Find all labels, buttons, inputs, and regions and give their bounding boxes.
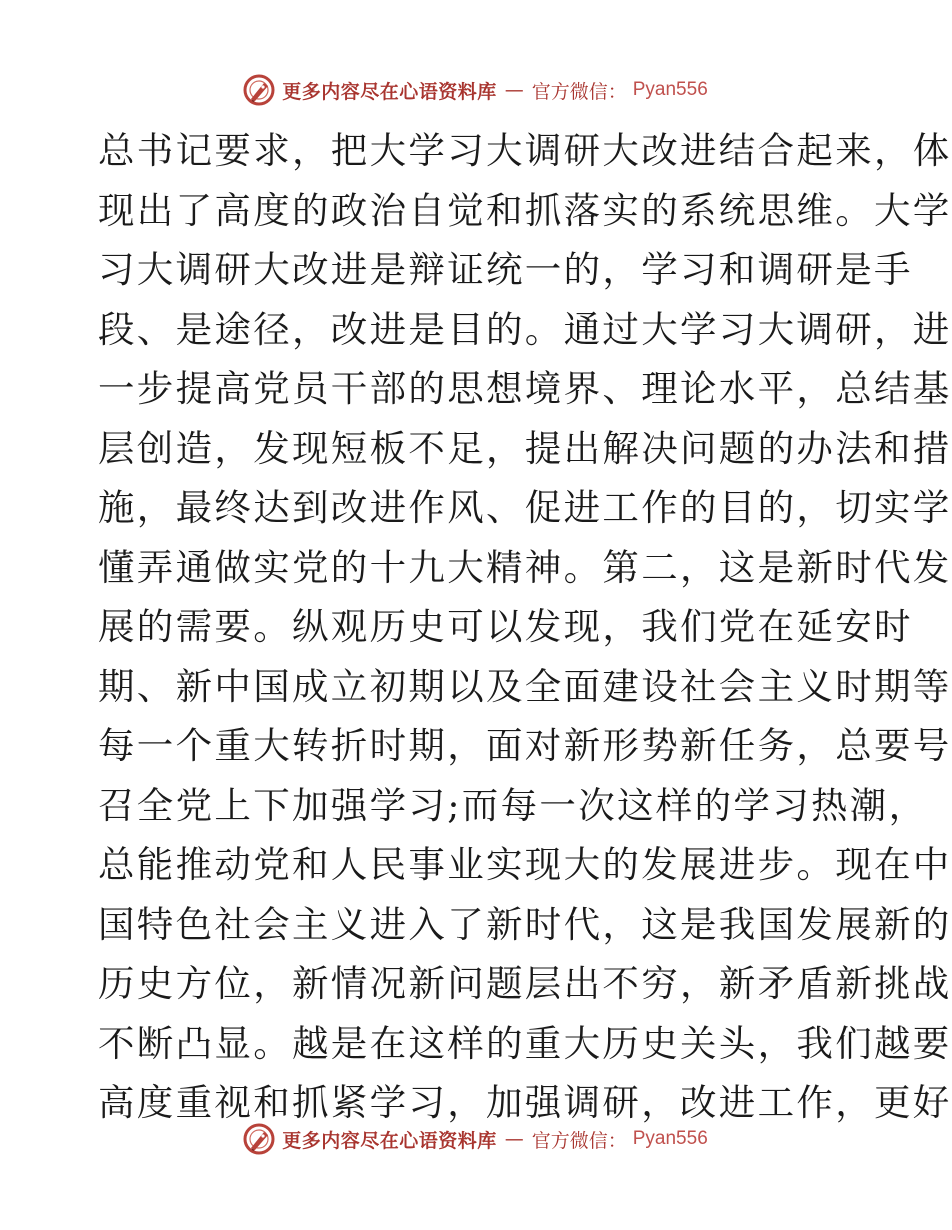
text-line: 每一个重大转折时期，面对新形势新任务，总要号 [98,724,952,767]
text-line: 懂弄通做实党的十九大精神。第二，这是新时代发 [98,545,952,589]
text-line: 层创造，发现短板不足，提出解决问题的办法和措 [98,426,952,470]
text-line: 现出了高度的政治自觉和抓落实的系统思维。大学 [98,188,952,232]
text-line: 段、是途径，改进是目的。通过大学习大调研，进 [98,307,952,351]
footer-brand [242,1122,708,1156]
text-line: 不断凸显。越是在这样的重大历史关头，我们越要 [98,1021,952,1065]
text-line: 展的需要。纵观历史可以发现，我们党在延安时 [98,605,913,648]
text-line: 总书记要求，把大学习大调研大改进结合起来，体 [98,129,952,172]
footer-dash: — [504,1128,524,1150]
text-line: 高度重视和抓紧学习，加强调研，改进工作，更好 [98,1081,952,1124]
footer-contact-label: 官方微信： [531,1129,627,1152]
header-brand [242,73,708,107]
document-body [98,121,952,1133]
header-dash: — [504,79,524,101]
footer-contact-id: Pyan556 [632,1128,708,1149]
page-header [0,70,950,110]
text-line: 国特色社会主义进入了新时代，这是我国发展新的 [98,902,952,946]
header-brand-text: 更多内容尽在心语资料库 [282,80,497,103]
text-line: 历史方位，新情况新问题层出不穷，新矛盾新挑战 [98,962,952,1005]
header-contact-label: 官方微信： [531,80,627,103]
footer-brand-text: 更多内容尽在心语资料库 [282,1129,497,1152]
pen-nib-logo-icon [242,1122,276,1156]
text-line: 习大调研大改进是辩证统一的，学习和调研是手 [98,248,913,291]
text-line: 总能推动党和人民事业实现大的发展进步。现在中 [98,843,952,886]
header-contact-id: Pyan556 [632,79,708,100]
page-footer [0,1119,950,1159]
text-line: 期、新中国成立初期以及全面建设社会主义时期等 [98,664,952,708]
text-line: 召全党上下加强学习;而每一次这样的学习热潮， [98,783,928,827]
text-line: 施，最终达到改进作风、促进工作的目的，切实学 [98,486,952,529]
text-line: 一步提高党员干部的思想境界、理论水平，总结基 [98,367,952,410]
pen-nib-logo-icon [242,73,276,107]
